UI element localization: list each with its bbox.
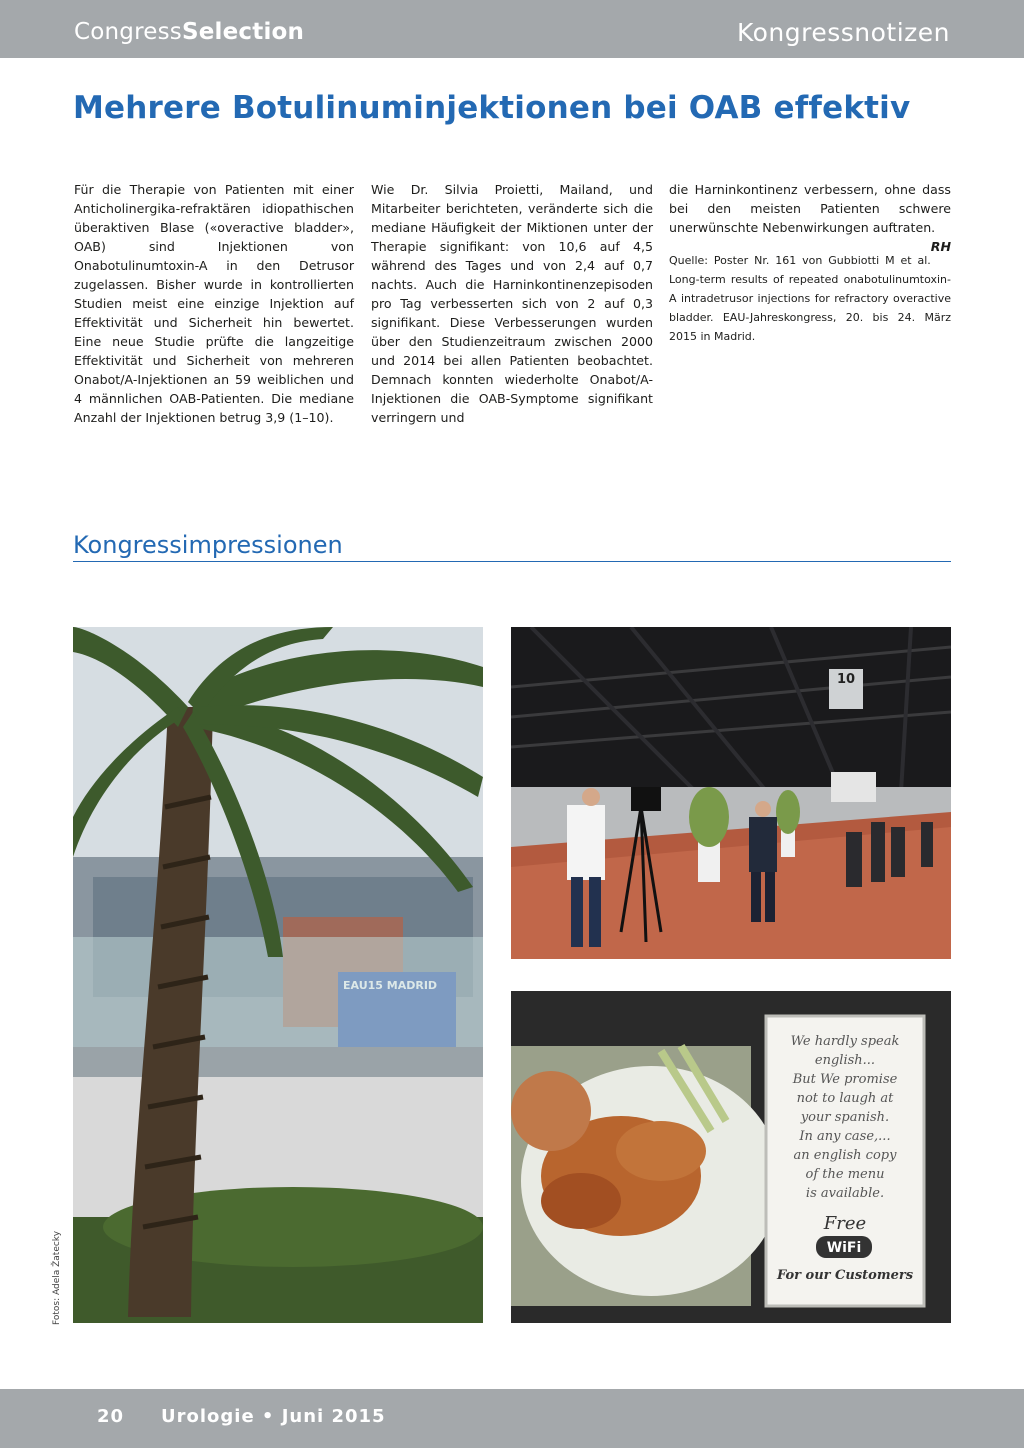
heading-rule bbox=[73, 561, 951, 562]
footer-bar bbox=[0, 1389, 1024, 1448]
sign-line: We hardly speak bbox=[790, 1034, 900, 1049]
sign-line: of the menu bbox=[805, 1167, 885, 1182]
paragraph: Für die Therapie von Patienten mit einer Anticholinergika-refraktären idiopathischen überaktiven Blase («overactive bladder», OAB) sind Injektionen von Onabotulinumtoxin-A in den Detrusor zugelassen. Bisher wurde in kontrollierten Studien meist eine einzige Injektion auf Effektivität und Sicherheit hin bewertet. Eine neue Studie prüfte die langzeitige Effektivität und Sicherheit von mehreren Onabot/A-Injektionen an 59 weiblichen und 4 männlichen OAB-Patienten. Die mediane Anzahl der Injektionen betrug 3,9 (1–10). bbox=[74, 182, 354, 425]
sign-line: In any case,... bbox=[799, 1129, 891, 1144]
brand-bold: Selection bbox=[181, 19, 305, 45]
sign-customers: For our Customers bbox=[776, 1268, 914, 1283]
sign-line: is available. bbox=[805, 1186, 885, 1201]
paragraph: Wie Dr. Silvia Proietti, Mailand, und Mitarbeiter berichteten, veränderte sich die mediane Häufigkeit der Miktionen unter der Therapie signifikant: von 10,6 auf 4,5 während des Tages und von 2,4 auf 0,7 nachts. Auch die Harninkontinenzepisoden pro Tag verbesserten sich von 2 auf 0,3 signifikant. Diese Verbesserungen wurden über den Studienzeitraum zwischen 2000 und 2014 bei allen Patienten beobachtet. Demnach konnten wiederholte Onabot/A-Injektionen die OAB-Symptome signifikant verringern und bbox=[371, 182, 653, 425]
sign-free: Free bbox=[823, 1213, 867, 1234]
hall-sign: 10 bbox=[837, 672, 856, 687]
page-number: 20 bbox=[97, 1406, 125, 1427]
author-signature: RH bbox=[930, 239, 951, 254]
paragraph-text: die Harninkontinenz verbessern, ohne dass bei den meisten Patienten schwere unerwünschte Nebenwirkungen auftraten. bbox=[669, 182, 951, 235]
article-column-3 bbox=[669, 180, 951, 346]
sign-line: But We promise bbox=[792, 1072, 898, 1087]
sign-line: your spanish. bbox=[800, 1110, 890, 1125]
section-heading: Kongressimpressionen bbox=[73, 531, 343, 559]
sign-line: not to laugh at bbox=[796, 1091, 894, 1106]
photo-credit: Fotos: Adela Žatecky bbox=[52, 1230, 62, 1325]
article-column-2 bbox=[371, 180, 653, 427]
photo-palm-tree bbox=[73, 627, 483, 1323]
source-citation: Quelle: Poster Nr. 161 von Gubbiotti M et al. Long-term results of repeated onabotulinumtoxin-A intradetrusor injections for refractory overactive bladder. EAU-Jahreskongress, 20. bis 24. März 2015 in Madrid. bbox=[669, 254, 951, 343]
sign-line: english... bbox=[814, 1053, 876, 1068]
sign-line: an english copy bbox=[793, 1148, 897, 1163]
article-column-1 bbox=[74, 180, 354, 427]
paragraph-end bbox=[669, 180, 951, 254]
section-label: Kongressnotizen bbox=[736, 18, 950, 47]
photo-restaurant-sign bbox=[511, 991, 951, 1323]
journal-info: Urologie • Juni 2015 bbox=[161, 1406, 386, 1427]
brand-light: Congress bbox=[74, 19, 182, 45]
brand-logo bbox=[74, 19, 304, 45]
header-bar bbox=[0, 0, 1024, 58]
photo-congress-hall bbox=[511, 627, 951, 959]
wifi-icon: WiFi bbox=[826, 1240, 862, 1256]
article-title: Mehrere Botulinuminjektionen bei OAB effektiv bbox=[73, 90, 911, 126]
